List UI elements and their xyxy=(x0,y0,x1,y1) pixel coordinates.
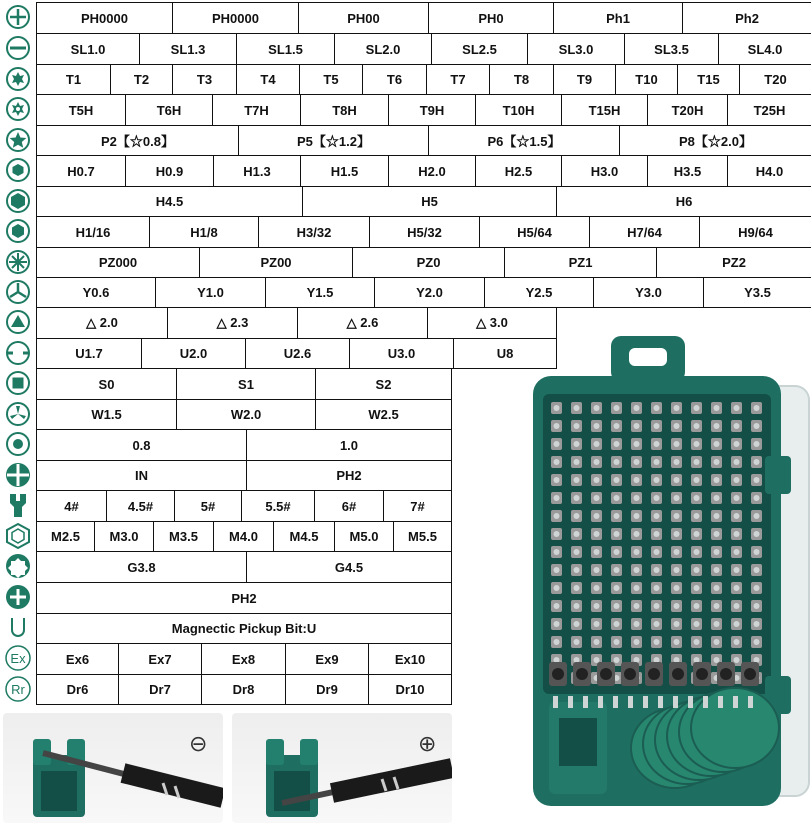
bit-size-cell: Dr9 xyxy=(285,674,369,705)
bit-size-cell: 4# xyxy=(36,490,107,522)
torx-icon xyxy=(2,64,34,94)
screwdriver-kit-image xyxy=(525,336,811,806)
bit-size-cell: M3.0 xyxy=(94,521,154,552)
bit-size-cell: H5/32 xyxy=(369,216,480,248)
bit-size-cell: 0.8 xyxy=(36,429,247,461)
bit-size-cell: △ 2.6 xyxy=(297,307,428,339)
bit-size-cell: PH0 xyxy=(428,2,554,34)
bit-size-cell: H3/32 xyxy=(258,216,370,248)
pentalobe-icon xyxy=(2,125,34,155)
bit-size-cell: PZ0 xyxy=(352,247,505,278)
bit-size-cell: H0.9 xyxy=(125,155,214,187)
bit-size-cell: PH0000 xyxy=(36,2,173,34)
bit-size-cell: PH2 xyxy=(246,460,452,491)
three-wing-icon xyxy=(2,399,34,429)
bit-size-cell: △ 3.0 xyxy=(427,307,557,339)
bit-size-cell: T20 xyxy=(739,64,811,95)
bit-size-cell: T15H xyxy=(561,94,648,126)
hex-nut-icon xyxy=(2,521,34,551)
bit-size-cell: 7# xyxy=(383,490,452,522)
bit-size-cell: PZ1 xyxy=(504,247,657,278)
magnetize-symbol: ⊕ xyxy=(418,731,437,756)
bit-size-cell: SL2.0 xyxy=(334,33,432,65)
bit-size-cell: T15 xyxy=(677,64,740,95)
bit-size-cell: H4.0 xyxy=(727,155,811,187)
svg-text:Ex: Ex xyxy=(10,651,26,666)
bit-size-cell: PH0000 xyxy=(172,2,299,34)
bit-size-cell: H1/16 xyxy=(36,216,150,248)
demagnetize-photo xyxy=(3,713,223,823)
bit-size-cell: Ex9 xyxy=(285,643,369,675)
bit-size-cell: U8 xyxy=(453,338,557,369)
bit-size-cell: U3.0 xyxy=(349,338,454,369)
bit-size-cell: T10 xyxy=(615,64,678,95)
bit-size-cell: G4.5 xyxy=(246,551,452,583)
bit-size-cell: T8H xyxy=(300,94,389,126)
bit-size-cell: Ph2 xyxy=(682,2,811,34)
bit-size-cell: PZ00 xyxy=(199,247,353,278)
tri-wing-icon xyxy=(2,277,34,307)
bit-size-cell: Y3.0 xyxy=(593,277,704,308)
bit-size-cell: H7/64 xyxy=(589,216,700,248)
hex-icon xyxy=(2,155,34,185)
bit-size-cell: SL1.5 xyxy=(236,33,335,65)
bit-size-cell: M3.5 xyxy=(153,521,214,552)
bit-size-cell: H0.7 xyxy=(36,155,126,187)
bit-size-cell: M4.0 xyxy=(213,521,274,552)
bit-size-cell: W2.0 xyxy=(176,399,316,430)
bit-size-cell: H2.0 xyxy=(388,155,476,187)
phillips-icon xyxy=(2,2,34,32)
bit-size-cell: H5/64 xyxy=(479,216,590,248)
bit-size-cell: 5# xyxy=(174,490,242,522)
bit-size-cell: T5H xyxy=(36,94,126,126)
bit-size-cell: PZ000 xyxy=(36,247,200,278)
triangle-icon xyxy=(2,307,34,337)
bit-size-cell: P2【☆0.8】 xyxy=(36,125,239,156)
bit-size-cell: T25H xyxy=(727,94,811,126)
bit-size-cell: T8 xyxy=(489,64,554,95)
ex-icon xyxy=(2,643,34,673)
bit-size-cell: U2.6 xyxy=(245,338,350,369)
bit-size-cell: H3.5 xyxy=(647,155,728,187)
bit-size-cell: Dr6 xyxy=(36,674,119,705)
bit-size-cell: H6 xyxy=(556,186,811,217)
bit-size-cell: Ex8 xyxy=(201,643,286,675)
bit-size-cell: Y3.5 xyxy=(703,277,811,308)
bit-size-cell: Magnectic Pickup Bit:U xyxy=(36,613,452,644)
svg-text:Rr: Rr xyxy=(11,682,25,697)
bit-size-cell: Y2.5 xyxy=(484,277,594,308)
bit-size-cell: T6H xyxy=(125,94,213,126)
bit-size-cell: T9H xyxy=(388,94,476,126)
bit-size-cell: H4.5 xyxy=(36,186,303,217)
bit-size-cell: 4.5# xyxy=(106,490,175,522)
bit-size-cell: M5.5 xyxy=(393,521,452,552)
bit-size-cell: Ph1 xyxy=(553,2,683,34)
bit-size-cell: 5.5# xyxy=(241,490,315,522)
bit-size-cell: H1.5 xyxy=(300,155,389,187)
hex-inch-icon xyxy=(2,216,34,246)
cross-in-icon xyxy=(2,460,34,490)
bit-size-cell: SL1.3 xyxy=(139,33,237,65)
bit-size-cell: H2.5 xyxy=(475,155,562,187)
slotted-icon xyxy=(2,33,34,63)
bit-size-cell: T7 xyxy=(426,64,490,95)
kit-case-graphic xyxy=(525,336,811,806)
bit-size-cell: H1/8 xyxy=(149,216,259,248)
bit-size-cell: SL1.0 xyxy=(36,33,140,65)
bit-size-cell: W1.5 xyxy=(36,399,177,430)
bit-size-cell: S2 xyxy=(315,368,452,400)
demagnetize-symbol: ⊖ xyxy=(189,731,208,756)
bit-size-cell: Dr7 xyxy=(118,674,202,705)
bit-size-cell: Dr8 xyxy=(201,674,286,705)
rr-icon xyxy=(2,674,34,704)
bit-size-cell: S0 xyxy=(36,368,177,400)
bit-size-cell: P5【☆1.2】 xyxy=(238,125,429,156)
bit-size-cell: △ 2.0 xyxy=(36,307,168,339)
bit-size-cell: IN xyxy=(36,460,247,491)
bit-size-cell: T4 xyxy=(236,64,300,95)
bit-size-cell: T9 xyxy=(553,64,616,95)
bit-size-cell: T3 xyxy=(172,64,237,95)
bit-size-cell: PH00 xyxy=(298,2,429,34)
bit-size-cell: Ex6 xyxy=(36,643,119,675)
bit-size-cell: Ex10 xyxy=(368,643,452,675)
bit-size-cell: M5.0 xyxy=(334,521,394,552)
gear-socket-icon xyxy=(2,551,34,581)
magnetize-photo xyxy=(232,713,452,823)
demagnetizer-tool-image xyxy=(3,713,223,823)
bit-size-cell: T7H xyxy=(212,94,301,126)
torx-hole-icon xyxy=(2,94,34,124)
magnet-icon xyxy=(2,613,34,643)
bit-size-cell: H1.3 xyxy=(213,155,301,187)
bit-size-cell: T20H xyxy=(647,94,728,126)
bit-size-cell: Ex7 xyxy=(118,643,202,675)
magnetizer-tool-image xyxy=(232,713,452,823)
bit-size-cell: PZ2 xyxy=(656,247,811,278)
bit-size-cell: △ 2.3 xyxy=(167,307,298,339)
bit-size-cell: M2.5 xyxy=(36,521,95,552)
bit-size-cell: P8【☆2.0】 xyxy=(619,125,811,156)
bit-size-cell: SL2.5 xyxy=(431,33,528,65)
bit-size-cell: S1 xyxy=(176,368,316,400)
bit-size-cell: Y2.0 xyxy=(374,277,485,308)
bit-size-cell: 1.0 xyxy=(246,429,452,461)
square-icon xyxy=(2,368,34,398)
bit-size-cell: 6# xyxy=(314,490,384,522)
bit-size-cell: PH2 xyxy=(36,582,452,614)
bit-size-cell: T5 xyxy=(299,64,363,95)
bit-size-cell: Y1.5 xyxy=(265,277,375,308)
bit-size-cell: SL4.0 xyxy=(718,33,811,65)
u-shape-icon xyxy=(2,338,34,368)
bit-size-cell: T6 xyxy=(362,64,427,95)
bit-size-cell: U2.0 xyxy=(141,338,246,369)
bit-size-cell: Y0.6 xyxy=(36,277,156,308)
bit-size-cell: P6【☆1.5】 xyxy=(428,125,620,156)
round-icon xyxy=(2,429,34,459)
bit-size-cell: Dr10 xyxy=(368,674,452,705)
bit-size-cell: U1.7 xyxy=(36,338,142,369)
spanner-icon xyxy=(2,490,34,520)
bit-size-cell: T1 xyxy=(36,64,111,95)
pozidriv-icon xyxy=(2,247,34,277)
bit-size-cell: G3.8 xyxy=(36,551,247,583)
hex-large-icon xyxy=(2,186,34,216)
bit-size-cell: SL3.0 xyxy=(527,33,625,65)
bit-size-cell: SL3.5 xyxy=(624,33,719,65)
bit-size-cell: W2.5 xyxy=(315,399,452,430)
bit-size-cell: M4.5 xyxy=(273,521,335,552)
bit-size-cell: T2 xyxy=(110,64,173,95)
bit-size-cell: T10H xyxy=(475,94,562,126)
bit-size-cell: H5 xyxy=(302,186,557,217)
bit-size-cell: Y1.0 xyxy=(155,277,266,308)
bit-size-cell: H3.0 xyxy=(561,155,648,187)
bit-size-cell: H9/64 xyxy=(699,216,811,248)
plus-icon xyxy=(2,582,34,612)
